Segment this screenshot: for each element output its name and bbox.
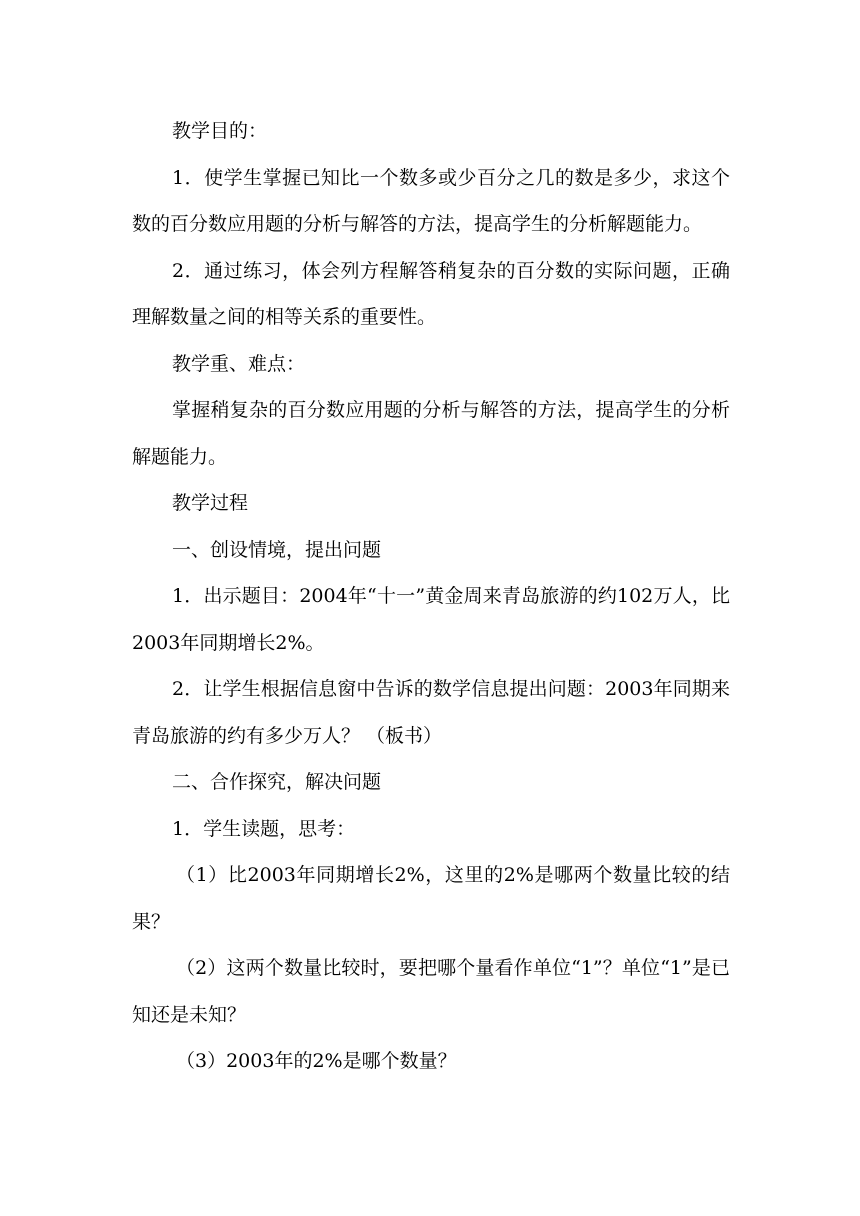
section-heading-1: 一、创设情境，提出问题 <box>172 538 382 561</box>
section-heading-2: 二、合作探究，解决问题 <box>172 771 382 793</box>
key-points-text: 掌握稍复杂的百分数应用题的分析与解答的方法，提高学生的分析解题能力。 <box>132 399 730 468</box>
goal-item-1: 1．使学生掌握已知比一个数多或少百分之几的数是多少，求这个数的百分数应用题的分析与解答的方法，提高学生的分析解题能力。 <box>132 166 730 235</box>
heading-key-points: 教学重、难点： <box>172 352 306 375</box>
heading-teaching-goals: 教学目的： <box>172 120 268 142</box>
process-item-1: 1．出示题目：2004年“十一”黄金周来青岛旅游的约102万人，比2003年同期增长2%。 <box>132 585 730 654</box>
question-3: （3）2003年的2%是哪个数量？ <box>176 1050 457 1072</box>
goal-item-2: 2．通过练习，体会列方程解答稍复杂的百分数的实际问题，正确理解数量之间的相等关系的重要性。 <box>132 259 730 328</box>
document-body <box>132 108 730 1085</box>
process-item-2: 2．让学生根据信息窗中告诉的数学信息提出问题：2003年同期来青岛旅游的约有多少万人？ （板书） <box>132 678 730 747</box>
process-item-3: 1．学生读题，思考： <box>172 817 356 840</box>
question-1: （1）比2003年同期增长2%，这里的2%是哪两个数量比较的结果？ <box>132 864 730 933</box>
question-2: （2）这两个数量比较时，要把哪个量看作单位“1”？单位“1”是已知还是未知？ <box>132 957 730 1026</box>
heading-teaching-process: 教学过程 <box>172 492 249 514</box>
